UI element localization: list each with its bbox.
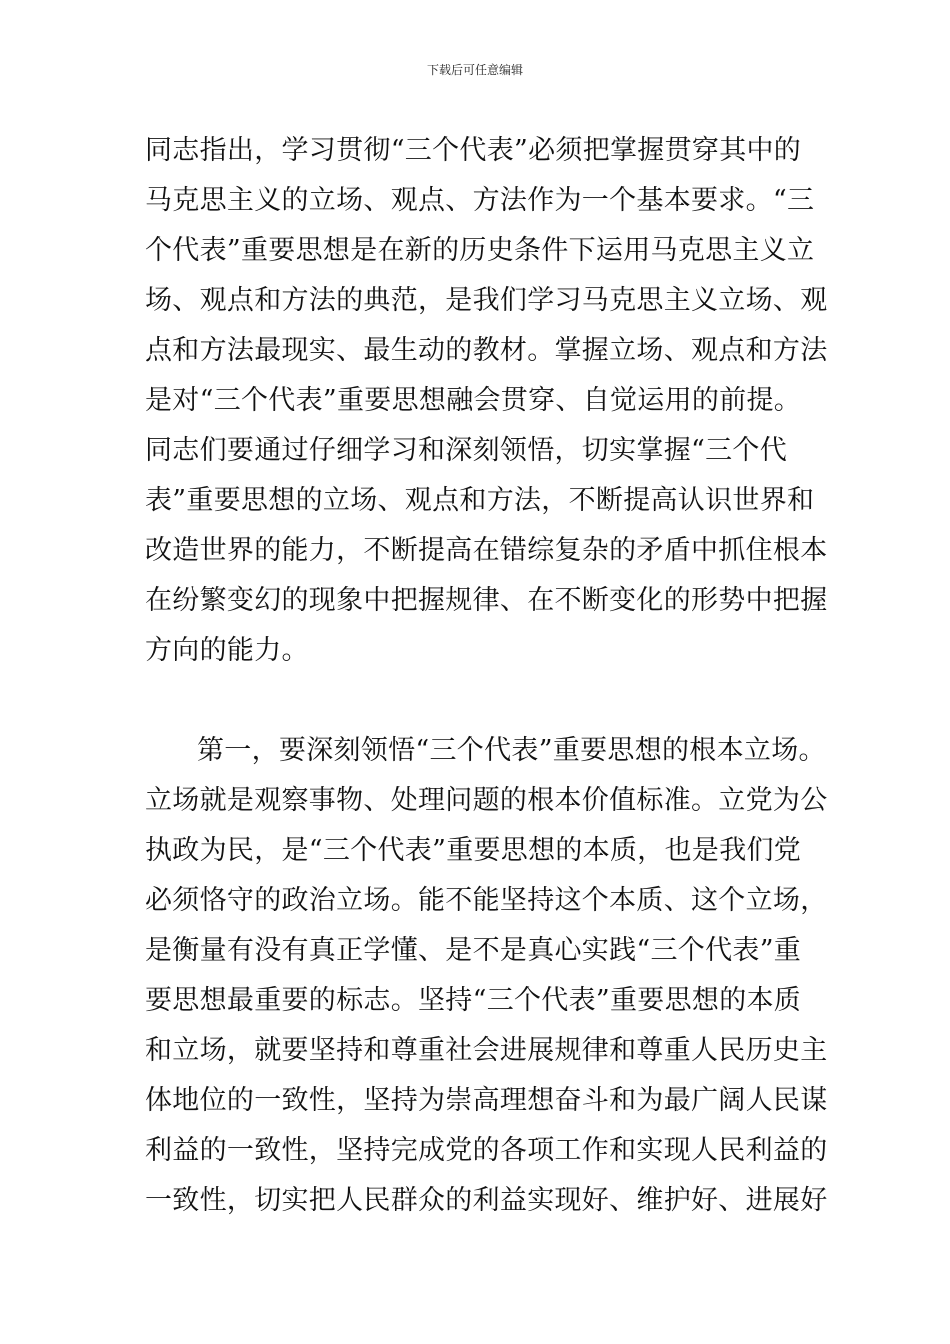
text-line: 要思想最重要的标志。坚持“三个代表”重要思想的本质 [145,985,802,1016]
text-line: 和立场，就要坚持和尊重社会进展规律和尊重人民历史主 [145,1035,828,1066]
text-line: 表”重要思想的立场、观点和方法，不断提高认识世界和 [145,485,815,516]
paragraph-gap [145,676,865,726]
text-line: 个代表”重要思想是在新的历史条件下运用马克思主义立 [145,235,815,266]
page-header: 下载后可任意编辑 [426,63,523,77]
text-line: 利益的一致性，坚持完成党的各项工作和实现人民利益的 [145,1135,828,1166]
text-line: 是对“三个代表”重要思想融会贯穿、自觉运用的前提。 [145,385,802,416]
text-line: 场、观点和方法的典范，是我们学习马克思主义立场、观 [145,285,828,316]
text-line: 第一，要深刻领悟“三个代表”重要思想的根本立场。 [197,735,826,766]
text-line: 点和方法最现实、最生动的教材。掌握立场、观点和方法 [145,335,828,366]
text-line: 改造世界的能力，不断提高在错综复杂的矛盾中抓住根本 [145,535,828,566]
text-line: 马克思主义的立场、观点、方法作为一个基本要求。“三 [145,185,815,216]
text-line: 在纷繁变幻的现象中把握规律、在不断变化的形势中把握 [145,585,828,616]
text-line: 方向的能力。 [145,635,309,666]
text-line: 立场就是观察事物、处理问题的根本价值标准。立党为公 [145,785,828,816]
paragraph-1 [145,126,865,676]
text-line: 同志指出，学习贯彻“三个代表”必须把掌握贯穿其中的 [145,135,802,166]
text-line: 一致性，切实把人民群众的利益实现好、维护好、进展好 [145,1185,828,1216]
paragraph-2 [145,726,865,1226]
document-body [145,126,865,1226]
text-line: 必须恪守的政治立场。能不能坚持这个本质、这个立场， [145,885,828,916]
text-line: 是衡量有没有真正学懂、是不是真心实践“三个代表”重 [145,935,802,966]
text-line: 执政为民，是“三个代表”重要思想的本质，也是我们党 [145,835,802,866]
text-line: 同志们要通过仔细学习和深刻领悟，切实掌握“三个代 [145,435,788,466]
text-line: 体地位的一致性，坚持为崇高理想奋斗和为最广阔人民谋 [145,1085,828,1116]
